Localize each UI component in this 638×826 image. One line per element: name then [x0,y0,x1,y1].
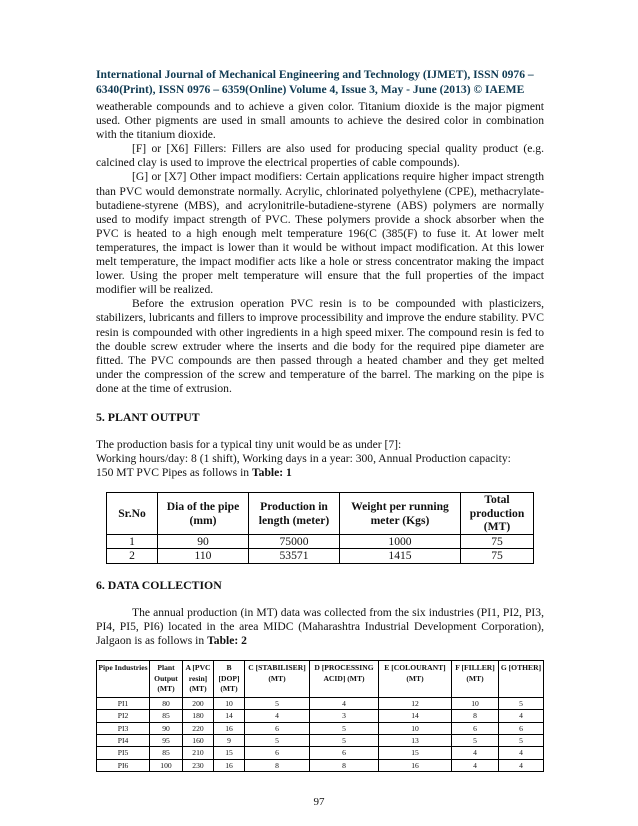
table-1-reference: Table: 1 [252,466,292,480]
paragraph-pigments: weatherable compounds and to achieve a given color. Titanium dioxide is the major pigment used. Other pigments are used in small amounts to achieve the desired color in combination with the titanium dioxide. [96,100,544,142]
table-cell: 5 [245,697,310,709]
table-cell: 80 [150,697,183,709]
table-cell: 5 [452,735,499,747]
table-row [97,722,544,734]
table-cell: 85 [150,710,183,722]
table-cell: 8 [452,710,499,722]
table-1-plant-output [106,492,534,564]
table-row [97,759,544,771]
table-cell: 6 [452,722,499,734]
table-row [107,534,534,549]
table-cell: 160 [183,735,214,747]
journal-header-line-1: International Journal of Mechanical Engineering and Technology (IJMET), ISSN 0976 – [96,68,534,81]
data-collection-paragraph [96,606,544,648]
table-cell: 1 [107,534,158,549]
table-2-col-a: A [PVC resin] (MT) [183,661,214,698]
table-1-col-weight: Weight per running meter (Kgs) [340,493,461,535]
table-cell: 4 [245,710,310,722]
table-cell: 6 [245,747,310,759]
table-cell: 2 [107,549,158,564]
table-2-col-g: G [OTHER] [499,661,544,698]
table-cell: 220 [183,722,214,734]
table-cell: 14 [379,710,452,722]
table-cell: 4 [452,759,499,771]
table-1-col-srno: Sr.No [107,493,158,535]
table-cell: 5 [499,735,544,747]
table-cell: 5 [310,722,379,734]
table-cell: 12 [379,697,452,709]
table-cell: 5 [499,697,544,709]
data-collection-text: The annual production (in MT) data was collected from the six industries (PI1, PI2, PI3, PI4, PI5, PI6) located in the area MIDC (Maharashtra Industrial Development Corporation), Jalgaon is as follows in [96,605,544,647]
table-cell: 9 [214,735,245,747]
table-2-col-b: B [DOP] (MT) [214,661,245,698]
table-cell: 10 [214,697,245,709]
table-cell: 210 [183,747,214,759]
journal-header [96,67,544,97]
table-1-col-total: Total production (MT) [461,493,534,535]
table-cell: 3 [310,710,379,722]
table-cell: 8 [245,759,310,771]
table-cell: 6 [245,722,310,734]
table-cell: 90 [158,534,249,549]
table-cell: 230 [183,759,214,771]
table-cell: PI3 [97,722,150,734]
table-cell: PI5 [97,747,150,759]
table-cell: 8 [310,759,379,771]
table-2-header-row [97,661,544,698]
table-cell: 110 [158,549,249,564]
table-cell: PI2 [97,710,150,722]
table-cell: 16 [214,759,245,771]
table-cell: 5 [245,735,310,747]
table-row [97,697,544,709]
table-row [97,735,544,747]
paragraph-fillers: [F] or [X6] Fillers: Fillers are also used for producing special quality product (e.g. calcined clay is used to improve the electrical properties of cable compounds). [96,142,544,170]
table-2-production-data [96,660,544,772]
table-cell: 14 [214,710,245,722]
table-1-header-row [107,493,534,535]
table-cell: 5 [310,735,379,747]
table-cell: 15 [379,747,452,759]
table-2-col-plant-output: Plant Output (MT) [150,661,183,698]
table-cell: 4 [310,697,379,709]
table-cell: 10 [452,697,499,709]
table-2-col-d: D [PROCESSING ACID] (MT) [310,661,379,698]
journal-header-line-2: 6340(Print), ISSN 0976 – 6359(Online) Volume 4, Issue 3, May - June (2013) © IAEME [96,83,525,96]
table-cell: 75000 [249,534,340,549]
table-cell: 85 [150,747,183,759]
table-cell: 4 [452,747,499,759]
page-number: 97 [313,796,325,808]
table-cell: 4 [499,759,544,771]
table-cell: PI6 [97,759,150,771]
plant-output-line-3 [96,466,544,480]
table-cell: 180 [183,710,214,722]
section-heading-data-collection: 6. DATA COLLECTION [96,577,222,592]
body-text [96,100,544,772]
table-row [107,549,534,564]
plant-output-line-1: The production basis for a typical tiny unit would be as under [7]: [96,437,402,451]
table-2-reference: Table: 2 [207,633,247,647]
table-1-col-dia: Dia of the pipe (mm) [158,493,249,535]
table-2-col-f: F [FILLER] (MT) [452,661,499,698]
table-cell: 4 [499,710,544,722]
table-cell: 1000 [340,534,461,549]
plant-output-line-3-text: 150 MT PVC Pipes as follows in [96,466,252,480]
table-cell: 16 [214,722,245,734]
table-cell: 75 [461,549,534,564]
table-cell: 90 [150,722,183,734]
table-cell: PI1 [97,697,150,709]
table-cell: 13 [379,735,452,747]
table-row [97,747,544,759]
table-cell: PI4 [97,735,150,747]
table-cell: 200 [183,697,214,709]
paragraph-impact-modifiers: [G] or [X7] Other impact modifiers: Certain applications require higher impact strength than PVC would demonstrate normally. Acrylic, chlorinated polyethylene (CPE), methacrylate-butadiene-styrene (MBS), and acrylonitrile-butadiene-styrene (ABS) polymers are normally used to modify impact strength of PVC. These polymers provide a shock absorber when the PVC is heated to a high enough melt temperature 196(C (385(F) to fuse it. At lower melt temperatures, the impact is lower than it would be without impact modification. At this lower melt temperature, the impact modifier acts like a hole or stress concentrator making the impact lower. Using the proper melt temperature will ensure that the full properties of the impact modifier will be realized. [96,170,544,297]
table-1-col-length: Production in length (meter) [249,493,340,535]
table-2-col-industries: Pipe Industries [97,661,150,698]
table-cell: 53571 [249,549,340,564]
paragraph-extrusion: Before the extrusion operation PVC resin is to be compounded with plasticizers, stabilizers, lubricants and fillers to improve processibility and improve the endure stability. PVC resin is compounded with other ingredients in a high speed mixer. The compound resin is fed to the double screw extruder where the inserts and die body for the required pipe diameter are fitted. The PVC compounds are then passed through a heated chamber and they get melted under the compression of the screw and temperature of the barrel. The marking on the pipe is done at the time of extrusion. [96,297,544,395]
table-2-col-e: E [COLOURANT] (MT) [379,661,452,698]
table-cell: 16 [379,759,452,771]
table-2-col-c: C [STABILISER] (MT) [245,661,310,698]
table-cell: 95 [150,735,183,747]
plant-output-line-2: Working hours/day: 8 (1 shift), Working days in a year: 300, Annual Production capacity: [96,452,511,466]
table-cell: 6 [499,722,544,734]
table-cell: 100 [150,759,183,771]
table-cell: 6 [310,747,379,759]
section-heading-plant-output: 5. PLANT OUTPUT [96,409,200,424]
table-cell: 4 [499,747,544,759]
table-cell: 75 [461,534,534,549]
table-cell: 1415 [340,549,461,564]
table-cell: 15 [214,747,245,759]
table-cell: 10 [379,722,452,734]
table-row [97,710,544,722]
